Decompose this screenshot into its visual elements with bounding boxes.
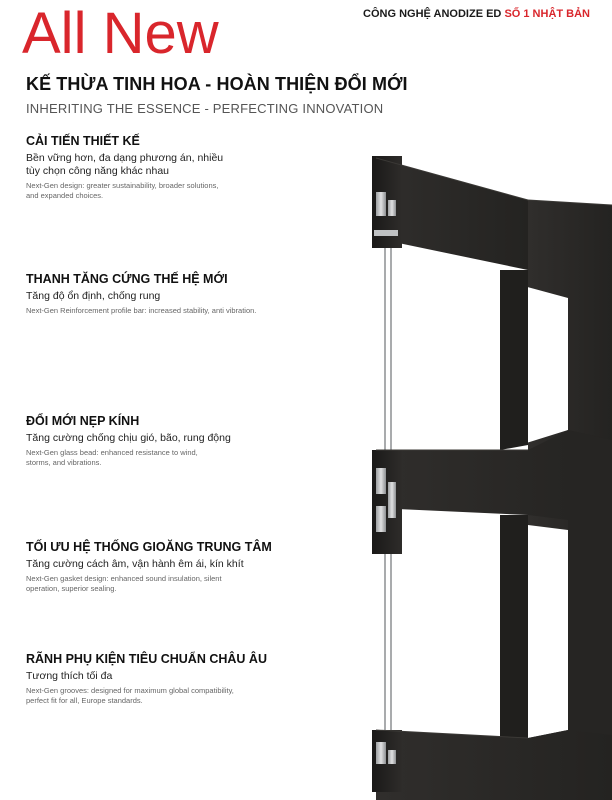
feature-glass-bead: [26, 414, 306, 468]
subheadline: INHERITING THE ESSENCE - PERFECTING INNOVATION: [26, 101, 384, 116]
window-frame-illustration: [360, 130, 612, 800]
profile-section-middle: [372, 450, 402, 554]
tagline-prefix: CÔNG NGHỆ ANODIZE ED: [363, 8, 502, 20]
glass-pane-upper: [384, 248, 386, 450]
feature-description-vi: [26, 152, 306, 178]
feature-en-line: storms, and vibrations.: [26, 458, 102, 467]
feature-gasket: [26, 540, 306, 594]
feature-en-line: Next-Gen Reinforcement profile bar: increased stability, anti vibration.: [26, 306, 257, 315]
tagline-accent: SỐ 1 NHẬT BẢN: [504, 8, 590, 20]
feature-description-en: [26, 181, 306, 201]
feature-en-line: Next-Gen grooves: designed for maximum global compatibility,: [26, 686, 234, 695]
frame-inner-jamb: [500, 270, 528, 450]
feature-description-vi: [26, 558, 306, 571]
feature-vi-line: Tăng độ ổn định, chống rung: [26, 290, 161, 302]
feature-description-en: [26, 686, 306, 706]
lower-glass-opening: [528, 525, 568, 738]
feature-en-line: Next-Gen design: greater sustainability, broader solutions,: [26, 181, 219, 190]
feature-vi-line: Tăng cường cách âm, vận hành êm ái, kín khít: [26, 558, 244, 570]
tagline: [363, 8, 590, 20]
feature-description-en: [26, 448, 306, 468]
feature-design: [26, 134, 306, 201]
feature-en-line: operation, superior sealing.: [26, 584, 117, 593]
feature-reinforcement: [26, 272, 306, 316]
headline: KẾ THỪA TINH HOA - HOÀN THIỆN ĐỔI MỚI: [26, 74, 408, 94]
hero-title: All New: [22, 1, 219, 66]
feature-description-en: [26, 306, 306, 316]
feature-description-vi: [26, 670, 306, 683]
feature-vi-line: Tăng cường chống chịu gió, bão, rung động: [26, 432, 231, 444]
feature-en-line: perfect fit for all, Europe standards.: [26, 696, 143, 705]
feature-title: CẢI TIẾN THIẾT KẾ: [26, 134, 140, 148]
feature-en-line: Next-Gen glass bead: enhanced resistance to wind,: [26, 448, 198, 457]
frame-bottom-bar: [376, 730, 612, 800]
feature-description-en: [26, 574, 306, 594]
feature-description-vi: [26, 432, 306, 445]
glass-pane-lower: [384, 554, 386, 730]
feature-vi-line: Tương thích tối đa: [26, 670, 113, 682]
feature-title: THANH TĂNG CỨNG THẾ HỆ MỚI: [26, 272, 228, 286]
feature-description-vi: [26, 290, 306, 303]
feature-en-line: Next-Gen gasket design: enhanced sound insulation, silent: [26, 574, 222, 583]
frame-inner-jamb-lower: [500, 515, 528, 745]
feature-title: TỐI ƯU HỆ THỐNG GIOĂNG TRUNG TÂM: [26, 540, 272, 554]
feature-en-line: and expanded choices.: [26, 191, 104, 200]
feature-vi-line: Bền vững hơn, đa dạng phương án, nhiều: [26, 152, 224, 164]
feature-grooves: [26, 652, 306, 706]
feature-title: ĐỔI MỚI NẸP KÍNH: [26, 414, 140, 428]
feature-title: RÃNH PHỤ KIỆN TIÊU CHUẨN CHÂU ÂU: [26, 652, 267, 666]
feature-vi-line: tùy chọn công năng khác nhau: [26, 165, 170, 177]
